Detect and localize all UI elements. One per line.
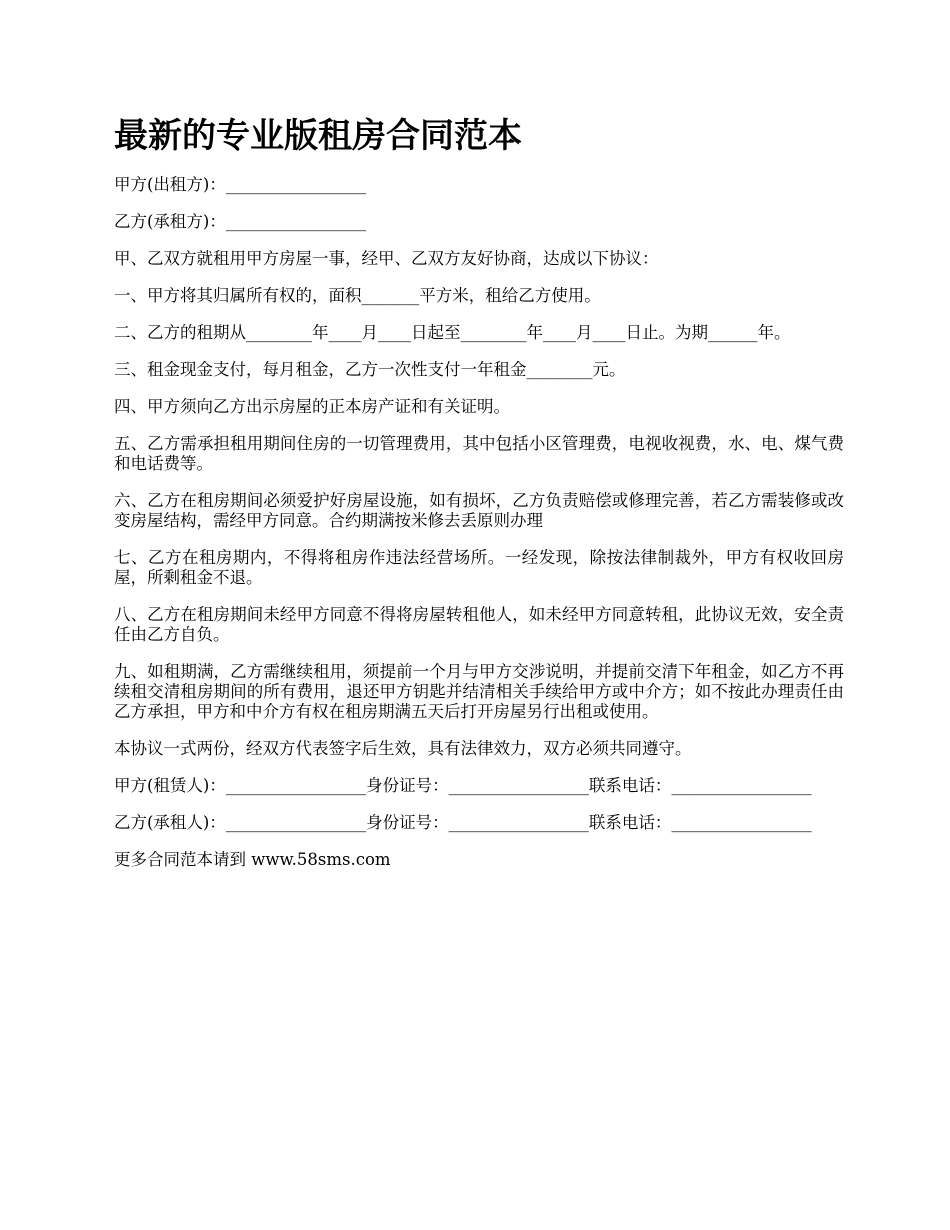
clause-5: 五、乙方需承担租用期间住房的一切管理费用，其中包括小区管理费，电视收视费，水、电、煤气费和电话费等。 (114, 434, 844, 473)
clause-7: 七、乙方在租房期内，不得将租房作违法经营场所。一经发现，除按法律制裁外，甲方有权收回房屋，所剩租金不退。 (114, 548, 844, 587)
clause-1: 一、甲方将其归属所有权的，面积_______平方米，租给乙方使用。 (114, 286, 601, 305)
signature-party-a: 甲方(租赁人)：_________________身份证号：_________________联系电话：_________________ (114, 776, 812, 795)
party-b-line: 乙方(承租方)：_________________ (114, 212, 367, 231)
signature-party-b: 乙方(承租人)：_________________身份证号：_________________联系电话：_________________ (114, 813, 812, 832)
clause-2: 二、乙方的租期从________年____月____日起至________年____月____日止。为期______年。 (114, 323, 791, 342)
clause-8: 八、乙方在租房期间未经甲方同意不得将房屋转租他人，如未经甲方同意转租，此协议无效，安全责任由乙方自负。 (114, 605, 844, 644)
party-a-line: 甲方(出租方)：_________________ (114, 175, 367, 194)
validity-statement: 本协议一式两份，经双方代表签字后生效，具有法律效力，双方必须共同遵守。 (114, 739, 692, 758)
agreement-intro: 甲、乙双方就租用甲方房屋一事，经甲、乙双方友好协商，达成以下协议： (114, 249, 659, 268)
clause-4: 四、甲方须向乙方出示房屋的正本房产证和有关证明。 (114, 397, 510, 416)
clause-3: 三、租金现金支付，每月租金，乙方一次性支付一年租金________元。 (114, 360, 626, 379)
document-page (114, 112, 844, 870)
footer-note: 更多合同范本请到 www.58sms.com (114, 850, 391, 869)
clause-9: 九、如租期满，乙方需继续租用，须提前一个月与甲方交涉说明，并提前交清下年租金，如乙方不再续租交清租房期间的所有费用，退还甲方钥匙并结清相关手续给甲方或中介方；如不按此办理责任由乙方承担，甲方和中介方有权在租房期满五天后打开房屋另行出租或使用。 (114, 662, 844, 721)
clause-6: 六、乙方在租房期间必须爱护好房屋设施，如有损坏，乙方负责赔偿或修理完善，若乙方需装修或改变房屋结构，需经甲方同意。合约期满按米修去丢原则办理 (114, 491, 844, 530)
document-title: 最新的专业版租房合同范本 (114, 116, 522, 156)
